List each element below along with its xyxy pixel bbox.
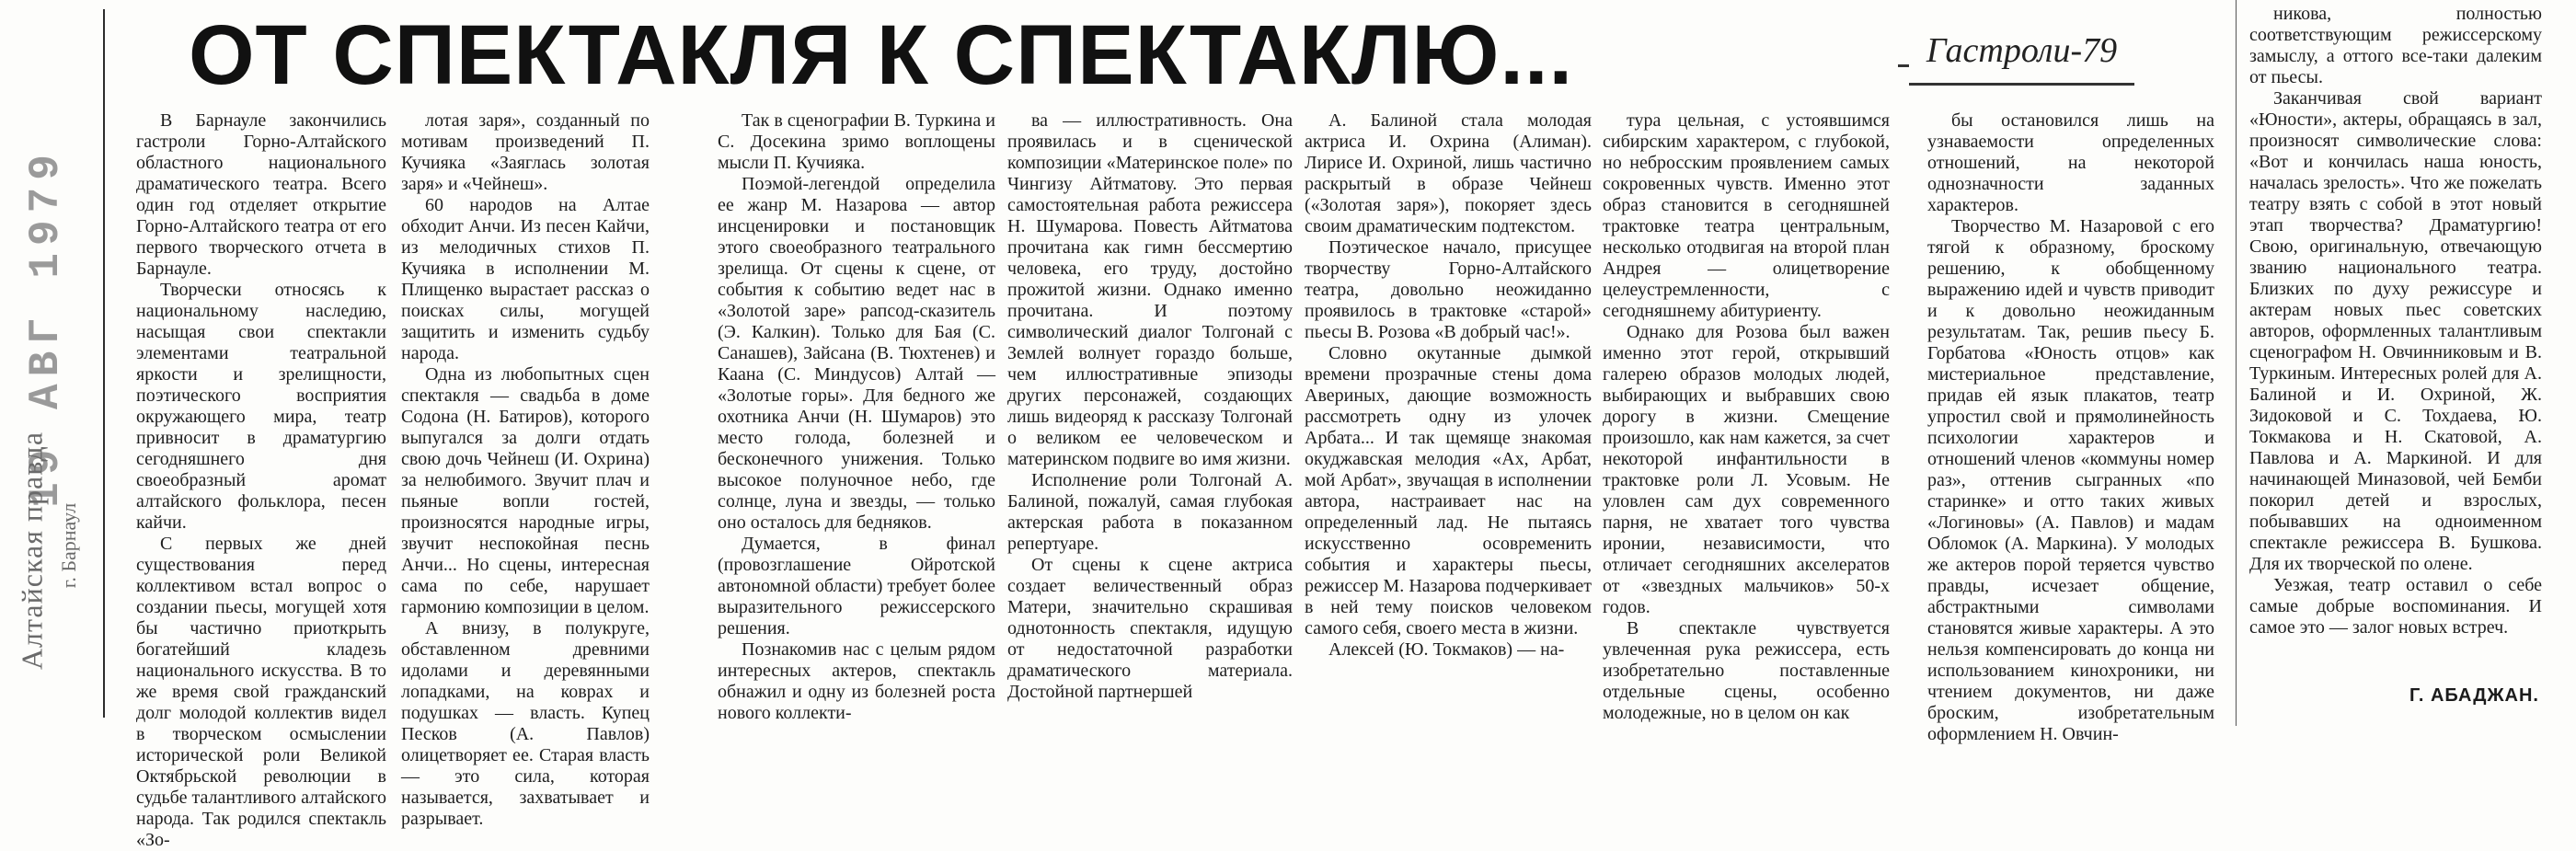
article-column-7 xyxy=(1927,110,2214,744)
paragraph: Исполнение роли Толгонай А. Балиной, пожалуй, самая глубокая актерская работа в показанном репертуаре. xyxy=(1007,470,1293,554)
paragraph: никова, полностью соответствующим режиссерскому замыслу, а оттого все-таки далеким от пьесы. xyxy=(2249,4,2542,87)
paragraph: Алексей (Ю. Токмаков) — на- xyxy=(1328,639,1565,660)
column-rule xyxy=(2236,0,2237,726)
paragraph: В Барнауле закончились гастроли Горно-Алтайского областного национального драматического театра. Всего один год отделяет открытие Горно-Алтайского театра от его первого творческого отчета в Барнауле. xyxy=(136,110,386,279)
paragraph: С первых же дней существования перед коллективом встал вопрос о создании пьесы, могущей хотя бы частично приоткрыть богатейший кладезь национального искусства. В то же время свой гражданский долг молодой коллектив видел в творческом осмыслении исторической роли Великой Октябрьской революции в судьбе талантливого алтайского народа. Так родился спектакль «Зо- xyxy=(136,534,386,850)
article-column-3 xyxy=(718,110,995,723)
article-column-5 xyxy=(1305,110,1592,699)
rubric-label: Гастроли-79 xyxy=(1909,28,2134,86)
paragraph: тура цельная, с устоявшимся сибирским характером, с глубокой, но небросским проявлением самых сокровенных чувств. Именно этот образ становится в сегодняшней трактовке театра центральным, несколько отодвигая на второй план Андрея — олицетворение целеустремленности, с сегодняшнему абитуриенту. xyxy=(1603,110,1890,321)
paragraph: Познакомив нас с целым рядом интересных актеров, спектакль обнажил и одну из болезней роста нового коллекти- xyxy=(718,639,995,723)
paragraph: А внизу, в полукруге, обставленном древними идолами и деревянными лопадками, на коврах и подушках — власть. Купец Песков (А. Павлов) олицетворяет ее. Старая власть — это сила, которая называется, захватывает и разрывает. xyxy=(401,618,650,829)
article-column-2 xyxy=(401,110,650,829)
paragraph: Однако для Розова был важен именно этот герой, открывший галерею образов молодых людей, выбирающих и выбравших свою дорогу в жизни. Смещение произошло, как нам кажется, за счет некоторой инфантильности в трактовке роли Л. Усовым. Не уловлен сам дух современного парня, не хватает того чувства иронии, независимости, что отличает сегодняшних акселератов от «звездных мальчиков» 50-х годов. xyxy=(1603,322,1890,617)
stamp-city: г. Барнаул xyxy=(57,502,80,589)
paragraph: Уезжая, театр оставил о себе самые добрые воспоминания. И самое это — залог новых встреч. xyxy=(2249,575,2542,638)
stamp-date: 19 АВГ 1979 xyxy=(22,147,70,508)
paragraph: Поэтическое начало, присущее творчеству Горно-Алтайского театра, довольно неожиданно проявилось в трактовке «старой» пьесы В. Розова «В добрый час!». xyxy=(1305,237,1592,342)
paragraph: В спектакле чувствуется увлеченная рука режиссера, есть изобретательно поставленные отдельные сцены, особенно молодежные, но в целом он как xyxy=(1603,618,1890,723)
article-column-4 xyxy=(1007,110,1293,702)
paragraph: Творчество М. Назаровой с его тягой к образному, броскому решению, к обобщенному выражению идей и чувств приводит и к довольно неожиданным результатам. Так, решив пьесу Б. Горбатова «Юность отцов» как мистериальное представление, придав ей язык плакатов, театр упростил свой и прямолинейность психологии характеров и отношений членов «коммуны номер раз», оттенив сыгранных «по старинке» и отто таких живых «Логиновы» (А. Павлов) и мадам Обломок (А. Маркина). У молодых же актеров порой теряется чувство правды, исчезает общение, абстрактными символами становятся живые характеры. А это нельзя компенсировать до конца ни использованием кинохроники, ни чтением документов, ни даже броским, изобретательным оформлением Н. Овчин- xyxy=(1927,216,2214,744)
author-signature: Г. АБАДЖАН. xyxy=(2409,685,2539,706)
paragraph: От сцены к сцене актриса создает величественный образ Матери, значительно скрашивая однотонность спектакля, идущую от недостаточной разработки драматического материала. Достойной партнершей xyxy=(1007,555,1293,702)
paragraph: ва — иллюстративность. Она проявилась и в сценической композиции «Материнское поле» по Чингизу Айтматову. Это первая самостоятельная работа режиссера Н. Шумарова. Повесть Айтматова прочитана как гимн бессмертию человека, его труду, достойно прожитой жизни. Однако именно прочитана. И поэтому символический диалог Толгонай с Землей волнует гораздо больше, чем иллюстративные эпизоды других персонажей, создающих лишь видеоряд к рассказу Толгонай о великом ее человеческом и материнском подвиге во имя жизни. xyxy=(1007,110,1293,469)
article-headline: ОТ СПЕКТАКЛЯ К СПЕКТАКЛЮ... xyxy=(189,8,1574,102)
newspaper-stamp xyxy=(0,147,92,718)
paragraph: Думается, в финал (провозглашение Ойротской автономной области) требует более выразительного режиссерского решения. xyxy=(718,534,995,638)
paragraph: Творчески относясь к национальному наследию, насыщая свои спектакли элементами театральной яркости и зрелищности, поэтического восприятия окружающего мира, театр привносит в драматургию сегодняшнего дня своеобразный аромат алтайского фольклора, песен кайчи. xyxy=(136,280,386,533)
paragraph: лотая заря», созданный по мотивам произведений П. Кучияка «Заяглась золотая заря» и «Чейнеш». xyxy=(401,110,650,194)
paragraph: Поэмой-легендой определила ее жанр М. Назарова — автор инсценировки и постановщик этого своеобразного театрального зрелища. От сцены к сцене, от события к событию ведет нас в «Золотой заре» рапсод-сказитель (Э. Калкин). Только для Бая (С. Санашев), Зайсана (В. Тюхтенев) и Каанa (С. Миндусов) Алтай — «Золотые горы». Для бедного же охотника Анчи (Н. Шумаров) это место голода, болезней и бесконечного унижения. Только высокое полуночное небо, где солнце, луна и звезды, — только оно осталось для бедняков. xyxy=(718,174,995,533)
article-column-6 xyxy=(1603,110,1890,723)
paragraph: 60 народов на Алтае обходит Анчи. Из песен Кайчи, из мелодичных стихов П. Кучияка в исполнении М. Плищенко вырастает рассказ о поисках силы, могущей защитить и изменить судьбу народа. xyxy=(401,195,650,363)
paragraph: Одна из любопытных сцен спектакля — свадьба в доме Содона (Н. Батиров), которого выпугался за долги отдать свою дочь Чейнеш (И. Охрина) за нелюбимого. Звучит плач и пьяные вопли гостей, произносятся народные игры, звучит неспокойная песнь Анчи... Но сцены, интересная сама по себе, нарушает гармонию композиции в целом. xyxy=(401,364,650,617)
paragraph: Так в сценографии В. Туркина и С. Досекина зримо воплощены мысли П. Кучияка. xyxy=(718,110,995,173)
paragraph: бы остановился лишь на узнаваемости определенных отношений, на некоторой однозначности заданных характеров. xyxy=(1927,110,2214,215)
clipping-edge xyxy=(103,9,105,718)
stamp-newspaper-name: Алтайская правда xyxy=(15,431,49,671)
article-column-1 xyxy=(136,110,386,850)
article-column-8 xyxy=(2249,4,2542,712)
paragraph: А. Балиной стала молодая актриса И. Охрина (Алиман). Лирисе И. Охриной, лишь частично раскрытый в образе Чейнеш («Золотая заря»), покоряет здесь своим драматическим подтекстом. xyxy=(1305,110,1592,236)
paragraph: Словно окутанные дымкой времени прозрачные стены дома Авериных, дающие возможность рассмотреть одну из улочек Арбата... И так щемяще знакомая окуджавская мелодия «Ах, Арбат, мой Арбат», звучащая в исполнении автора, настраивает нас на определенный лад. Не пытаясь искусственно осовременить события и характеры пьесы, режиссер М. Назарова подчеркивает в ней тему поисков человеком самого себя, своего места в жизни. xyxy=(1305,343,1592,638)
paragraph: Заканчивая свой вариант «Юности», актеры, обращаясь в зал, произносят символические слова: «Вот и кончилась наша юность, началась зрелость». Что же пожелать театру взять с собой в этот новый этап творчества? Драматургию! Свою, оригинальную, отвечающую званию национального театра. Близких по духу режиссуре и актерам новых пьес советских авторов, оформленных талантливым сценографом Н. Овчинниковым и В. Туркиным. Интересных ролей для А. Балиной и И. Охриной, Ж. Зидоковой и С. Тохдаева, Ю. Токмакова и Н. Скатовой, А. Павлова и А. Маркиной. И для начинающей Миназовой, чей Бемби покорил детей и взрослых, побывавших на одноименном спектакле режиссера В. Бушкова. Для их творческой по олене. xyxy=(2249,88,2542,574)
